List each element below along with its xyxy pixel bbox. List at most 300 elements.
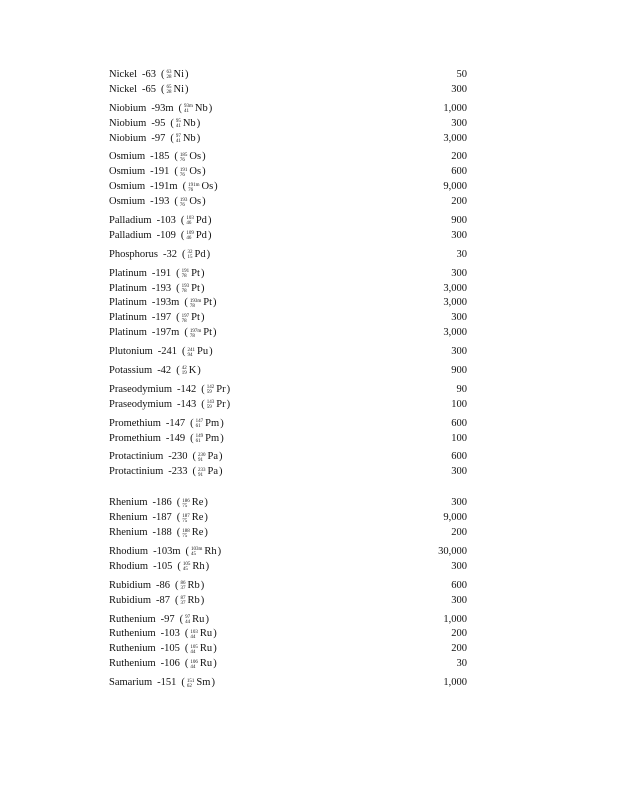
element-name: Protactinium [109,466,164,478]
atomic-number: 28 [166,90,172,96]
nuclide-label [109,496,209,511]
mass-number: 106 [190,659,198,665]
element-symbol: Re [191,497,204,509]
nuclide-notation [182,269,190,279]
close-paren: ) [213,658,217,670]
isotope-number: -63 [142,69,156,80]
element-symbol: Pt [191,312,200,324]
nuclide-notation [182,366,187,376]
limit-value: 30 [456,248,467,260]
nuclide-row [109,326,467,341]
mass-number: 193m [189,298,202,304]
isotope-number: -147 [165,417,186,429]
element-name: Rubidium [109,579,152,591]
limit-value: 30,000 [438,545,467,557]
close-paren: ) [214,181,218,193]
close-paren: ) [196,117,201,129]
open-paren: ( [182,346,186,358]
open-paren: ( [184,658,189,670]
close-paren: ) [213,643,217,655]
element-symbol: Rh [192,560,205,572]
element-symbol: Rb [187,594,200,606]
nuclide-notation [196,419,204,429]
atomic-number: 59 [206,405,212,411]
nuclide-group [109,267,467,341]
element-name: Ruthenium [109,658,156,670]
nuclide-group [109,383,467,413]
limit-value: 300 [451,229,467,241]
isotope-number: -230 [168,451,188,463]
nuclide-label [109,282,205,297]
nuclide-row [109,150,467,165]
nuclide-notation [190,645,198,655]
nuclide-row [109,117,467,132]
nuclide-notation [182,314,190,324]
nuclide-notation [182,529,190,539]
open-paren: ( [177,560,181,572]
nuclide-notation [182,514,190,524]
atomic-number: 41 [175,124,181,130]
nuclide-label [109,398,231,413]
element-name: Ruthenium [109,643,156,655]
mass-number: 191 [181,269,190,275]
open-paren: ( [180,229,185,241]
element-symbol: Pm [205,417,220,429]
close-paren: ) [206,248,211,260]
element-symbol: Sm [196,677,211,689]
isotope-number: -191 [150,166,170,178]
element-symbol: Os [201,181,214,193]
mass-number: 241 [187,347,196,353]
nuclide-row [109,526,467,541]
mass-number: 103 [186,216,194,222]
atomic-number: 15 [187,255,193,261]
limit-value: 300 [451,312,467,324]
open-paren: ( [170,117,174,129]
atomic-number: 76 [179,172,185,178]
mass-number: 151 [186,678,195,684]
limit-value: 300 [451,594,467,606]
atomic-number: 61 [195,424,201,430]
nuclide-label [109,364,202,379]
element-symbol: Os [189,196,202,208]
nuclide-row [109,345,467,360]
close-paren: ) [200,312,205,324]
nuclide-row [109,195,467,210]
nuclide-label [109,296,218,311]
close-paren: ) [202,196,206,208]
atomic-number: 78 [181,274,187,280]
element-name: Plutonium [109,346,153,358]
mass-number: 87 [180,596,186,602]
limit-value: 3,000 [443,327,467,339]
limit-value: 100 [451,398,467,410]
isotope-number: -109 [156,229,176,241]
limit-value: 200 [451,628,467,640]
element-name: Ruthenium [109,613,156,625]
limit-value: 200 [451,527,467,539]
limit-value: 30 [456,658,467,670]
nuclide-notation [186,216,194,226]
element-name: Platinum [109,312,147,324]
limit-value: 50 [456,69,467,80]
atomic-number: 28 [166,75,172,81]
mass-number: 187 [182,513,190,519]
open-paren: ( [184,628,189,640]
open-paren: ( [192,451,196,463]
close-paren: ) [220,417,224,429]
nuclide-notation [207,385,215,395]
mass-number: 143 [206,400,215,406]
isotope-number: -103 [160,628,180,640]
nuclide-row [109,676,467,691]
open-paren: ( [181,677,185,689]
nuclide-label [109,345,214,360]
open-paren: ( [192,466,196,478]
element-symbol: Pd [194,248,206,260]
limit-value: 300 [451,560,467,572]
atomic-number: 41 [175,139,181,145]
limit-value: 1,000 [443,613,467,625]
limit-value: 300 [451,117,467,129]
element-name: Rubidium [109,594,152,606]
element-symbol: Pd [195,229,207,241]
isotope-number: -191m [150,181,178,193]
open-paren: ( [175,594,179,606]
element-symbol: Ru [199,658,213,670]
open-paren: ( [161,83,165,95]
mass-number: 193 [181,284,190,290]
nuclide-label [109,417,225,432]
close-paren: ) [196,132,201,144]
open-paren: ( [176,527,181,539]
nuclide-row [109,364,467,379]
mass-number: 233 [198,467,206,473]
mass-number: 191m [188,182,200,188]
atomic-number: 46 [186,236,192,242]
nuclide-notation [180,153,188,163]
nuclide-group [109,579,467,609]
open-paren: ( [176,497,181,509]
atomic-number: 41 [184,109,190,115]
open-paren: ( [174,151,178,163]
mass-number: 97 [185,614,191,620]
isotope-number: -187 [152,512,172,524]
nuclide-row [109,214,467,229]
element-name: Rhodium [109,560,149,572]
element-name: Platinum [109,282,147,294]
limit-value: 300 [451,497,467,509]
limit-value: 300 [451,267,467,279]
close-paren: ) [202,151,206,163]
nuclide-notation [198,468,206,478]
nuclide-row [109,432,467,447]
nuclide-label [109,267,205,282]
nuclide-label [109,594,205,609]
nuclide-row [109,511,467,526]
element-name: Niobium [109,132,147,144]
atomic-number: 76 [188,187,194,193]
close-paren: ) [213,628,217,640]
nuclide-notation [180,168,188,178]
atomic-number: 75 [182,533,188,539]
element-name: Phosphorus [109,248,159,260]
close-paren: ) [205,613,209,625]
element-name: Platinum [109,297,147,309]
nuclide-label [109,102,213,117]
mass-number: 63 [166,70,172,76]
element-name: Ruthenium [109,628,156,640]
element-symbol: Pt [203,327,212,339]
nuclide-notation [190,660,198,670]
close-paren: ) [219,451,223,463]
isotope-number: -193m [151,297,180,309]
open-paren: ( [201,383,205,395]
close-paren: ) [200,594,205,606]
nuclide-label [109,248,211,263]
element-name: Praseodymium [109,398,172,410]
atomic-number: 78 [181,318,187,324]
nuclide-notation [181,596,186,606]
close-paren: ) [207,229,212,241]
isotope-number: -193 [150,196,170,208]
nuclide-group [109,68,467,98]
mass-number: 103m [191,547,203,553]
open-paren: ( [170,132,174,144]
close-paren: ) [204,527,208,539]
limit-value: 900 [451,215,467,227]
nuclide-list [109,68,467,695]
open-paren: ( [176,312,180,324]
open-paren: ( [174,166,178,178]
nuclide-label [109,545,222,560]
open-paren: ( [176,512,181,524]
atomic-number: 78 [181,289,187,295]
element-name: Promethium [109,432,161,444]
close-paren: ) [204,497,208,509]
close-paren: ) [226,398,231,410]
atomic-number: 91 [198,472,203,478]
open-paren: ( [175,579,179,591]
close-paren: ) [208,102,213,114]
atomic-number: 45 [191,552,197,558]
limit-value: 200 [451,196,467,208]
nuclide-notation [191,547,202,557]
element-symbol: Re [191,527,204,539]
limit-value: 200 [451,643,467,655]
nuclide-notation [188,183,199,193]
atomic-number: 37 [180,586,186,592]
nuclide-notation [196,434,204,444]
nuclide-row [109,496,467,511]
close-paren: ) [202,166,206,178]
element-symbol: Re [191,512,204,524]
nuclide-row [109,229,467,244]
nuclide-row [109,579,467,594]
nuclide-group [109,496,467,541]
element-name: Rhenium [109,497,148,509]
atomic-number: 94 [187,352,193,358]
close-paren: ) [226,383,231,395]
limit-value: 1,000 [443,677,467,689]
nuclide-row [109,594,467,609]
limit-value: 3,000 [443,132,467,144]
nuclide-group [109,676,467,691]
nuclide-label [109,68,190,83]
nuclide-row [109,613,467,628]
nuclide-group [109,545,467,575]
open-paren: ( [174,196,178,208]
element-name: Promethium [109,417,161,429]
atomic-number: 45 [182,567,188,573]
nuclide-label [109,676,216,691]
nuclide-row [109,545,467,560]
nuclide-group [109,102,467,147]
element-name: Osmium [109,166,146,178]
open-paren: ( [180,215,185,227]
limit-value: 9,000 [443,181,467,193]
open-paren: ( [184,297,188,309]
element-symbol: Pd [195,215,207,227]
nuclide-label [109,627,218,642]
nuclide-notation [188,250,193,260]
nuclide-row [109,642,467,657]
close-paren: ) [213,327,217,339]
nuclide-label [109,326,218,341]
nuclide-row [109,282,467,297]
nuclide-label [109,432,225,447]
mass-number: 142 [206,385,215,391]
element-name: Osmium [109,151,146,163]
nuclide-label [109,642,218,657]
mass-number: 105 [182,562,191,568]
nuclide-notation [182,499,190,509]
isotope-number: -143 [177,398,197,410]
element-symbol: Ni [173,69,184,80]
element-name: Palladium [109,215,152,227]
close-paren: ) [211,677,215,689]
close-paren: ) [220,432,224,444]
close-paren: ) [185,83,189,95]
isotope-number: -42 [157,365,172,377]
limit-value: 3,000 [443,282,467,294]
open-paren: ( [161,69,165,80]
isotope-number: -188 [152,527,172,539]
nuclide-notation [182,284,190,294]
isotope-number: -93m [151,102,174,114]
isotope-number: -65 [142,83,156,95]
atomic-number: 78 [189,303,195,309]
element-name: Samarium [109,677,153,689]
element-symbol: Pm [205,432,220,444]
nuclide-label [109,180,219,195]
nuclide-group [109,417,467,447]
limit-value: 3,000 [443,297,467,309]
atomic-number: 62 [186,683,192,689]
nuclide-row [109,132,467,147]
mass-number: 109 [186,231,194,237]
nuclide-group [109,613,467,673]
open-paren: ( [179,613,184,625]
nuclide-notation [183,562,191,572]
nuclide-notation [176,134,181,144]
element-symbol: Pt [203,297,212,309]
element-symbol: Nb [182,117,196,129]
element-symbol: Os [189,166,202,178]
mass-number: 32 [187,250,193,256]
nuclide-label [109,311,205,326]
atomic-number: 37 [180,601,186,607]
nuclide-notation [180,198,188,208]
atomic-number: 19 [181,371,187,377]
element-symbol: Ru [192,613,205,625]
atomic-number: 44 [190,664,196,670]
nuclide-label [109,526,209,541]
close-paren: ) [185,69,189,80]
isotope-number: -197m [151,327,180,339]
nuclide-row [109,83,467,98]
nuclide-row [109,102,467,117]
open-paren: ( [182,181,187,193]
open-paren: ( [184,643,189,655]
close-paren: ) [219,466,223,478]
atomic-number: 78 [189,333,195,339]
isotope-number: -95 [151,117,166,129]
mass-number: 197m [189,328,202,334]
limit-value: 9,000 [443,512,467,524]
atomic-number: 46 [186,221,192,227]
mass-number: 193 [179,197,188,203]
atomic-number: 76 [179,202,185,208]
element-name: Niobium [109,117,147,129]
limit-value: 90 [456,383,467,395]
element-name: Palladium [109,229,152,241]
element-symbol: Pt [191,267,200,279]
mass-number: 188 [182,528,190,534]
nuclide-notation [176,119,181,129]
mass-number: 230 [198,452,206,458]
nuclide-notation [181,581,186,591]
isotope-number: -151 [157,677,177,689]
isotope-number: -105 [160,643,180,655]
mass-number: 93m [184,104,193,110]
element-symbol: Nb [194,102,208,114]
limit-value: 600 [451,579,467,591]
limit-value: 100 [451,432,467,444]
atomic-number: 75 [182,503,188,509]
nuclide-label [109,450,224,465]
isotope-number: -97 [160,613,175,625]
mass-number: 97 [175,134,181,140]
open-paren: ( [184,327,188,339]
limit-value: 300 [451,346,467,358]
nuclide-label [109,132,201,147]
nuclide-label [109,579,205,594]
isotope-number: -185 [150,151,170,163]
atomic-number: 44 [190,634,196,640]
limit-value: 200 [451,151,467,163]
nuclide-label [109,165,207,180]
nuclide-row [109,296,467,311]
mass-number: 147 [195,419,204,425]
isotope-number: -197 [151,312,172,324]
element-symbol: Pa [207,451,218,463]
limit-value: 300 [451,466,467,478]
nuclide-row [109,311,467,326]
mass-number: 185 [179,152,188,158]
isotope-number: -103 [156,215,176,227]
nuclide-group [109,248,467,263]
